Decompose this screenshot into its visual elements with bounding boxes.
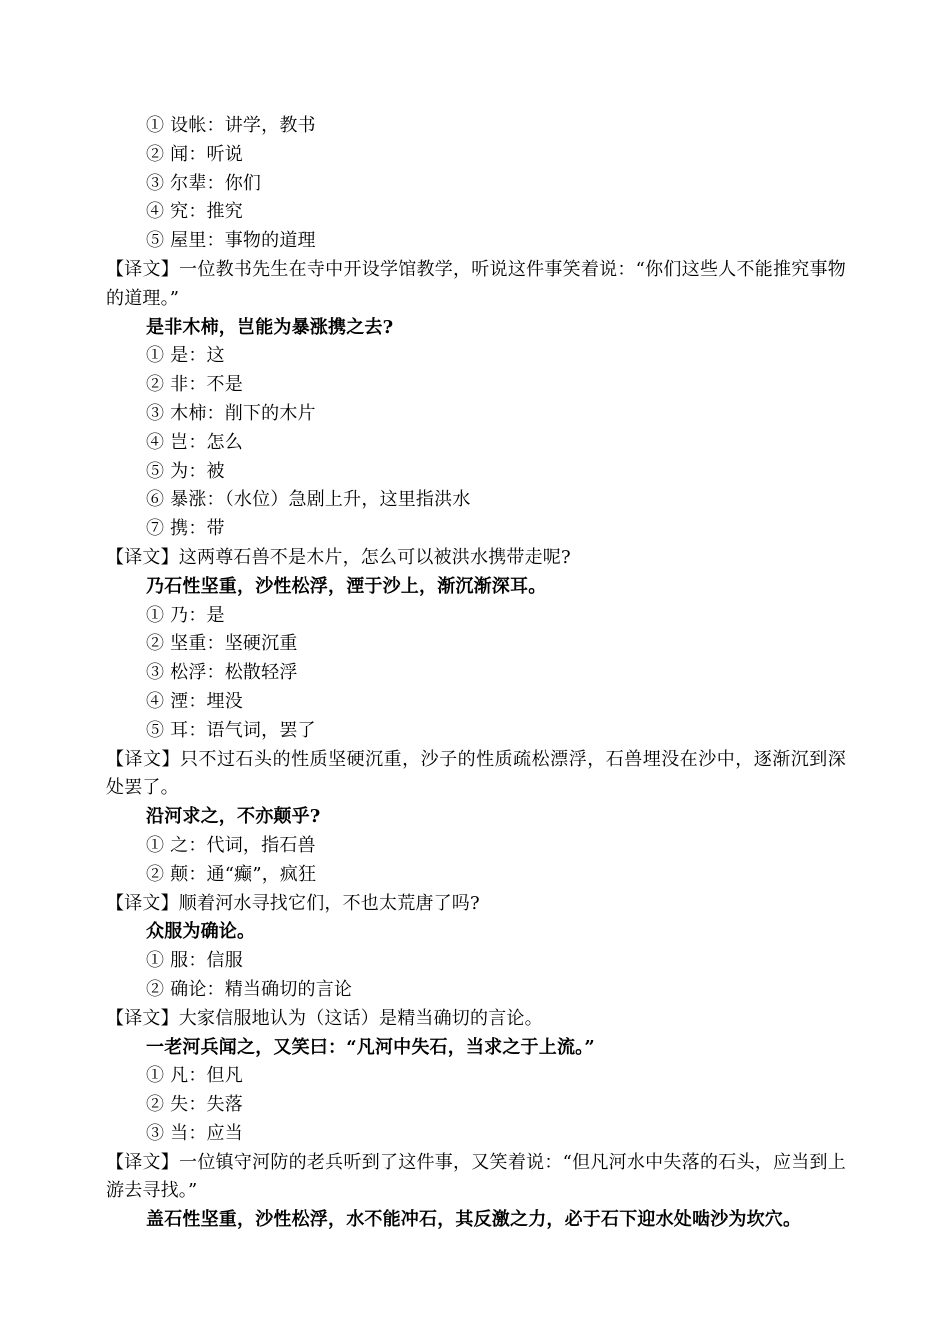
translation-paragraph: 【译文】大家信服地认为（这话）是精当确切的言论。 — [106, 1007, 543, 1029]
translation-paragraph: 【译文】一位教书先生在寺中开设学馆教学，听说这件事笑着说：“你们这些人不能推究事物的道理。” — [106, 258, 846, 309]
annotation-line: ② 非：不是 — [146, 374, 243, 396]
annotation-line: ③ 当：应当 — [146, 1122, 243, 1144]
annotation-line: ② 失：失落 — [146, 1094, 243, 1116]
annotation-line: ① 乃：是 — [146, 604, 225, 626]
annotation-line: ① 是：这 — [146, 345, 225, 367]
annotation-line: ⑤ 耳：语气词，罢了 — [146, 719, 316, 741]
annotation-line: ② 确论：精当确切的言论 — [146, 978, 353, 1000]
translation-paragraph: 【译文】只不过石头的性质坚硬沉重，沙子的性质疏松漂浮，石兽埋没在沙中，逐渐沉到深处罢了。 — [106, 748, 846, 799]
annotation-line: ⑤ 屋里：事物的道理 — [146, 230, 316, 252]
annotation-line: ② 闻：听说 — [146, 143, 243, 165]
annotation-line: ① 凡：但凡 — [146, 1065, 243, 1087]
translation-paragraph: 【译文】这两尊石兽不是木片，怎么可以被洪水携带走呢? — [106, 546, 571, 568]
annotation-line: ③ 松浮：松散轻浮 — [146, 662, 298, 684]
annotation-line: ② 颠：通“癫”，疯狂 — [146, 863, 317, 885]
translation-paragraph: 【译文】一位镇守河防的老兵听到了这件事，又笑着说：“但凡河水中失落的石头，应当到上游去寻找。” — [106, 1151, 846, 1202]
source-text-line: 乃石性坚重，沙性松浮，湮于沙上，渐沉渐深耳。 — [146, 575, 547, 597]
source-text-line: 盖石性坚重，沙性松浮，水不能冲石，其反激之力，必于石下迎水处啮沙为坎穴。 — [146, 1209, 802, 1231]
annotation-line: ③ 木柿：削下的木片 — [146, 402, 316, 424]
annotation-line: ④ 岂：怎么 — [146, 431, 243, 453]
source-text-line: 是非木柿，岂能为暴涨携之去? — [146, 316, 394, 338]
annotation-line: ④ 究：推究 — [146, 201, 243, 223]
annotation-line: ④ 湮：埋没 — [146, 690, 243, 712]
annotation-line: ⑤ 为：被 — [146, 460, 225, 482]
document-body — [106, 112, 846, 1235]
annotation-line: ① 设帐：讲学，教书 — [146, 115, 316, 136]
annotation-line: ① 之：代词，指石兽 — [146, 834, 316, 856]
annotation-line: ③ 尔辈：你们 — [146, 172, 262, 194]
annotation-line: ⑦ 携：带 — [146, 518, 225, 540]
source-text-line: 众服为确论。 — [146, 921, 256, 943]
annotation-line: ⑥ 暴涨：（水位）急剧上升，这里指洪水 — [146, 489, 471, 511]
source-text-line: 一老河兵闻之，又笑曰：“凡河中失石，当求之于上流。” — [146, 1036, 595, 1058]
annotation-line: ① 服：信服 — [146, 950, 243, 972]
annotation-line: ② 坚重：坚硬沉重 — [146, 633, 298, 655]
translation-paragraph: 【译文】顺着河水寻找它们，不也太荒唐了吗? — [106, 892, 480, 914]
source-text-line: 沿河求之，不亦颠乎? — [146, 806, 321, 828]
